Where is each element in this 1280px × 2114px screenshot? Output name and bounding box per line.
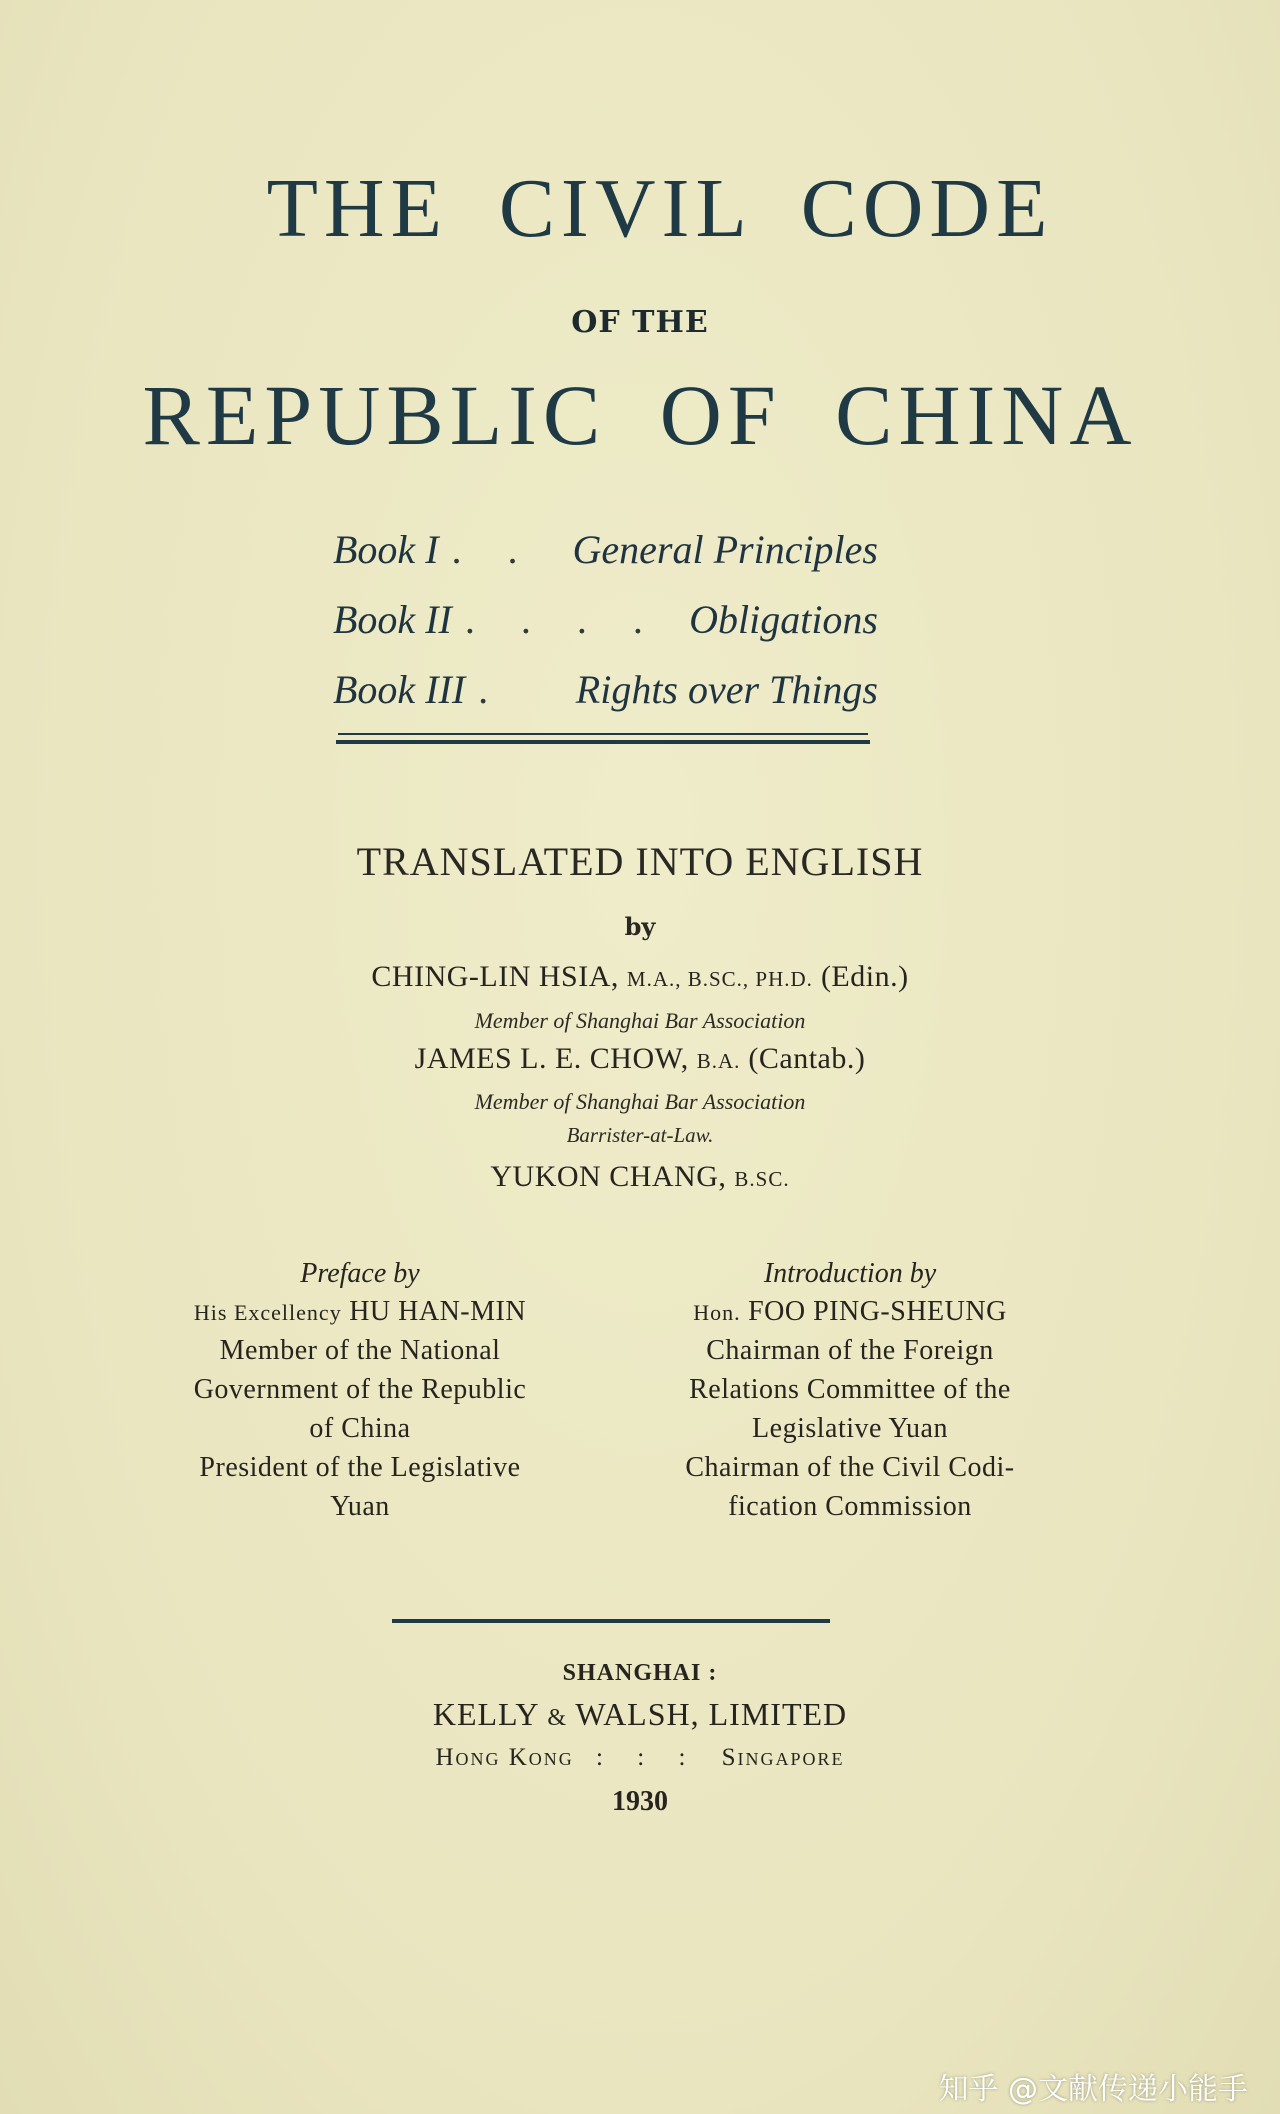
book-entry-1	[333, 526, 878, 576]
introduction-author	[590, 1296, 1110, 1335]
city-right: Singapore	[721, 1744, 845, 1771]
divider-rule-thick	[336, 740, 870, 744]
publisher-city: SHANGHAI :	[562, 1660, 718, 1686]
introduction-line: Chairman of the Foreign	[706, 1335, 994, 1366]
translator-suffix: (Edin.)	[820, 960, 909, 993]
introduction-column	[590, 1258, 1110, 1530]
preface-column	[100, 1258, 620, 1530]
translator-3	[0, 1160, 1280, 1194]
honorific: His Excellency	[193, 1300, 342, 1325]
translator-name: JAMES L. E. CHOW,	[414, 1042, 689, 1075]
translator-suffix: (Cantab.)	[748, 1042, 866, 1075]
translator-name: YUKON CHANG,	[490, 1160, 727, 1193]
publisher-name-part: KELLY	[432, 1696, 539, 1732]
divider-rule-publisher	[392, 1619, 830, 1623]
watermark-text: 知乎 @文献传递小能手	[938, 2072, 1248, 2107]
city-left: Hong Kong	[435, 1744, 574, 1771]
translator-1	[0, 960, 1280, 994]
publication-year: 1930	[612, 1786, 668, 1817]
preface-line: Yuan	[330, 1491, 390, 1522]
preface-author	[100, 1296, 620, 1335]
preface-heading: Preface by	[300, 1258, 420, 1289]
preface-line: Government of the Republic	[193, 1374, 527, 1405]
translator-name: CHING-LIN HSIA,	[371, 960, 619, 993]
translator-note: Barrister-at-Law.	[566, 1123, 714, 1147]
book-label: Book II	[333, 597, 452, 642]
preface-line: of China	[309, 1413, 411, 1444]
leader-dots: . . . .	[465, 597, 662, 642]
leader-dots: .	[479, 667, 508, 712]
divider-rule-thin	[338, 733, 868, 735]
translator-degrees: M.A., B.SC., PH.D.	[626, 967, 813, 991]
title-line-1: THE CIVIL CODE	[266, 162, 1054, 255]
translator-note: Member of Shanghai Bar Association	[474, 1089, 806, 1114]
book-label: Book I	[333, 527, 439, 572]
publisher-name-part: WALSH, LIMITED	[575, 1696, 848, 1732]
introduction-heading: Introduction by	[763, 1258, 937, 1289]
preface-line: President of the Legislative	[199, 1452, 521, 1483]
book-label: Book III	[333, 667, 466, 712]
title-line-2: OF THE	[571, 305, 709, 340]
by-label: by	[624, 912, 656, 941]
author-name: HU HAN-MIN	[349, 1296, 527, 1327]
translator-degrees: B.SC.	[734, 1167, 790, 1191]
translator-note: Member of Shanghai Bar Association	[474, 1008, 806, 1033]
city-separator: : : :	[596, 1744, 700, 1771]
book-entry-2	[333, 596, 878, 646]
introduction-line: fication Commission	[728, 1491, 972, 1522]
introduction-line: Chairman of the Civil Codi-	[685, 1452, 1015, 1483]
honorific: Hon.	[693, 1300, 741, 1325]
book-name: Rights over Things	[575, 667, 878, 712]
publisher-name	[0, 1696, 1280, 1733]
publisher-cities	[0, 1744, 1280, 1772]
book-name: Obligations	[689, 597, 878, 642]
introduction-line: Legislative Yuan	[752, 1413, 948, 1444]
leader-dots: . .	[452, 527, 537, 572]
book-entry-3	[333, 666, 878, 716]
translator-2	[0, 1042, 1280, 1076]
author-name: FOO PING-SHEUNG	[748, 1296, 1007, 1327]
translated-heading: TRANSLATED INTO ENGLISH	[356, 839, 924, 884]
preface-line: Member of the National	[219, 1335, 501, 1366]
book-name: General Principles	[572, 527, 878, 572]
ampersand: &	[547, 1705, 567, 1731]
translator-degrees: B.A.	[696, 1049, 741, 1073]
introduction-line: Relations Committee of the	[689, 1374, 1011, 1405]
title-line-3: REPUBLIC OF CHINA	[142, 367, 1138, 463]
